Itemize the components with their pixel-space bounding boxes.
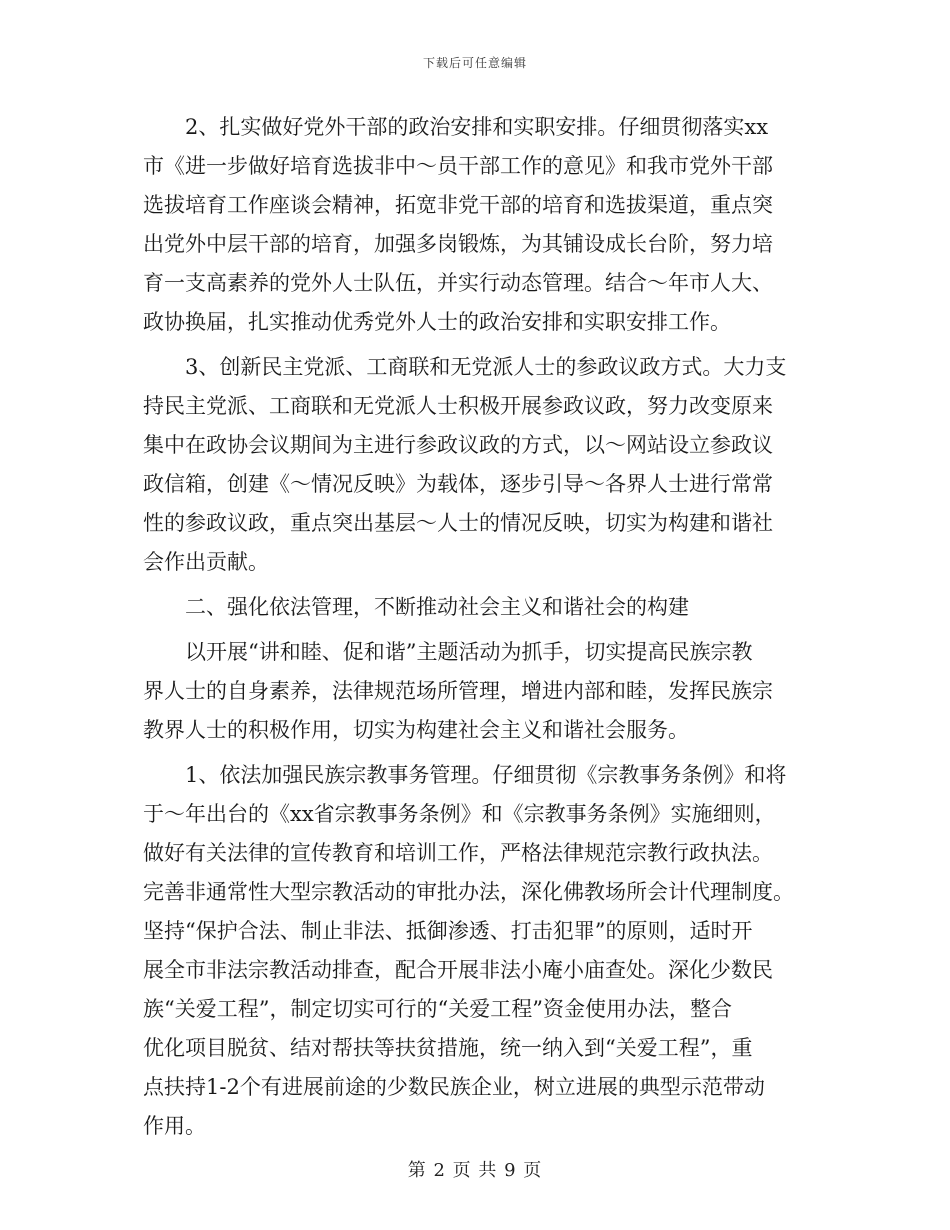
paragraph <box>143 592 809 637</box>
paragraph-line: 坚持“保护合法、制止非法、抵御渗透、打击犯罪”的原则，适时开 <box>143 919 753 943</box>
paragraph <box>143 352 809 592</box>
document-body <box>143 112 809 1156</box>
paragraph-line: 界人士的自身素养，法律规范场所管理，增进内部和睦，发挥民族宗 <box>143 679 773 703</box>
page-footer: 第 2 页 共 9 页 <box>407 1160 543 1181</box>
paragraph-line: 于～年出台的《xx省宗教事务条例》和《宗教事务条例》实施细则， <box>143 802 776 826</box>
paragraph-line: 1、依法加强民族宗教事务管理。仔细贯彻《宗教事务条例》和将 <box>185 763 787 787</box>
paragraph-line: 会作出贡献。 <box>143 550 269 574</box>
paragraph-line: 政协换届，扎实推动优秀党外人士的政治安排和实职安排工作。 <box>143 310 731 334</box>
paragraph-line: 出党外中层干部的培育，加强多岗锻炼，为其铺设成长台阶，努力培 <box>143 232 773 256</box>
paragraph-line: 市《进一步做好培育选拔非中～员干部工作的意见》和我市党外干部 <box>143 154 773 178</box>
header-note: 下载后可任意编辑 <box>422 56 527 70</box>
paragraph-line: 选拔培育工作座谈会精神，拓宽非党干部的培育和选拔渠道，重点突 <box>143 193 773 217</box>
paragraph <box>143 112 809 352</box>
paragraph-line: 作用。 <box>143 1114 206 1138</box>
paragraph-line: 二、强化依法管理，不断推动社会主义和谐社会的构建 <box>185 595 689 619</box>
paragraph-line: 族“关爱工程”，制定切实可行的“关爱工程”资金使用办法，整合 <box>143 997 732 1021</box>
paragraph-line: 2、扎实做好党外干部的政治安排和实职安排。仔细贯彻落实xx <box>185 115 769 139</box>
paragraph-line: 完善非通常性大型宗教活动的审批办法，深化佛教场所会计代理制度。 <box>143 880 794 904</box>
paragraph-line: 点扶持1-2个有进展前途的少数民族企业，树立进展的典型示范带动 <box>143 1075 765 1099</box>
paragraph-line: 持民主党派、工商联和无党派人士积极开展参政议政，努力改变原来 <box>143 394 773 418</box>
paragraph-line: 优化项目脱贫、结对帮扶等扶贫措施，统一纳入到“关爱工程”，重 <box>143 1036 753 1060</box>
paragraph-line: 展全市非法宗教活动排查，配合开展非法小庵小庙查处。深化少数民 <box>143 958 773 982</box>
paragraph-line: 集中在政协会议期间为主进行参政议政的方式，以～网站设立参政议 <box>143 433 773 457</box>
paragraph <box>143 637 809 760</box>
paragraph-line: 政信箱，创建《～情况反映》为载体，逐步引导～各界人士进行常常 <box>143 472 773 496</box>
paragraph-line: 3、创新民主党派、工商联和无党派人士的参政议政方式。大力支 <box>185 355 787 379</box>
paragraph-line: 以开展“讲和睦、促和谐”主题活动为抓手，切实提高民族宗教 <box>185 640 753 664</box>
paragraph <box>143 760 809 1156</box>
paragraph-line: 做好有关法律的宣传教育和培训工作，严格法律规范宗教行政执法。 <box>143 841 773 865</box>
paragraph-line: 教界人士的积极作用，切实为构建社会主义和谐社会服务。 <box>143 718 689 742</box>
paragraph-line: 性的参政议政，重点突出基层～人士的情况反映，切实为构建和谐社 <box>143 511 773 535</box>
paragraph-line: 育一支高素养的党外人士队伍，并实行动态管理。结合～年市人大、 <box>143 271 773 295</box>
